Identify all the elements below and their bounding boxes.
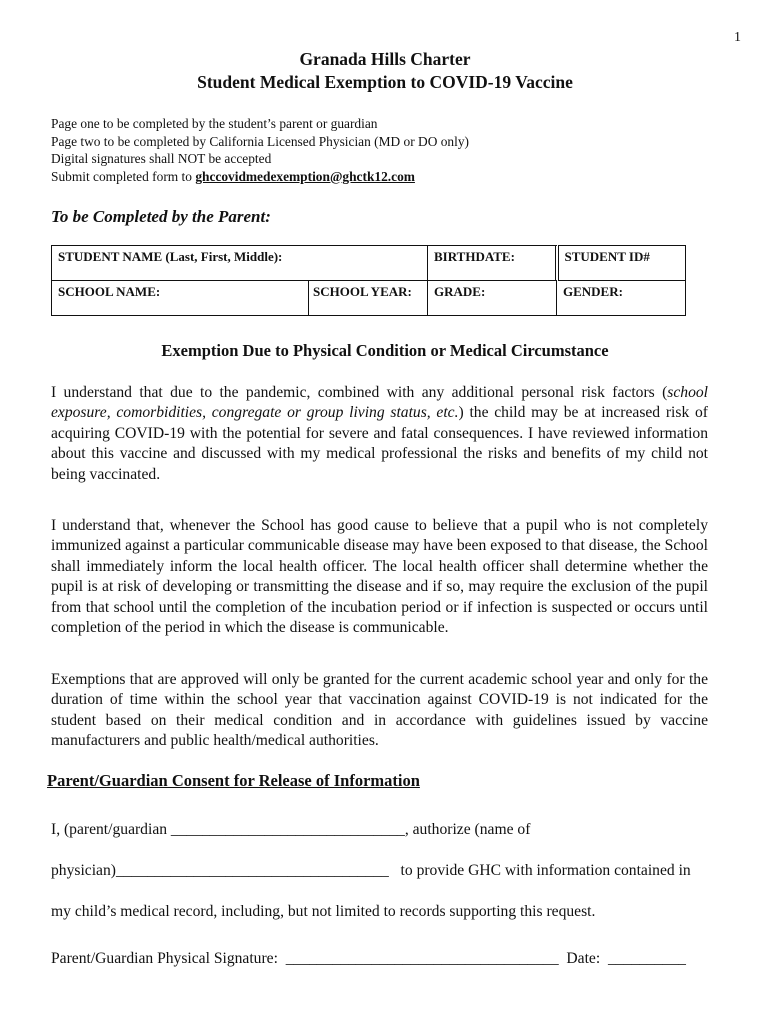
student-id-field[interactable]: STUDENT ID# — [557, 246, 686, 281]
student-name-field[interactable]: STUDENT NAME (Last, First, Middle): — [52, 246, 428, 281]
birthdate-field[interactable]: BIRTHDATE: — [428, 246, 557, 281]
p1-italic-text: school exposure, comorbidities, congregate or group living status, etc. — [51, 384, 708, 422]
submission-email-link[interactable]: ghccovidmedexemption@ghctk12.com — [195, 168, 415, 184]
instruction-line-3: Digital signatures shall NOT be accepted — [51, 151, 272, 166]
student-info-table — [51, 245, 686, 316]
exemption-heading: Exemption Due to Physical Condition or Medical Circumstance — [161, 341, 609, 360]
exemption-paragraph-1 — [51, 383, 708, 485]
form-title: Student Medical Exemption to COVID-19 Vaccine — [197, 72, 573, 92]
gender-field[interactable]: GENDER: — [557, 281, 686, 316]
p1-text-start: I understand that due to the pandemic, combined with any additional personal risk factors ( — [51, 384, 668, 401]
grade-field[interactable]: GRADE: — [428, 281, 557, 316]
consent-statement-line: my child’s medical record, including, but not limited to records supporting this request. — [51, 903, 596, 920]
consent-guardian-name-line[interactable]: I, (parent/guardian ______________________________, authorize (name of — [51, 821, 531, 838]
instructions — [51, 115, 469, 185]
exemption-paragraph-3: Exemptions that are approved will only be granted for the current academic school year and only for the duration of time within the school year that vaccination against COVID-19 is not indicated for the student based on their medical condition and in accordance with guidelines issued by vaccine manufacturers and public health/medical authorities. — [51, 671, 708, 750]
page-number: 1 — [734, 30, 741, 45]
school-title: Granada Hills Charter — [299, 49, 471, 69]
signature-date-line[interactable]: Parent/Guardian Physical Signature: ___________________________________ Date: __________ — [51, 950, 686, 967]
school-year-field[interactable]: SCHOOL YEAR: — [309, 281, 428, 316]
school-name-field[interactable]: SCHOOL NAME: — [52, 281, 309, 316]
consent-heading: Parent/Guardian Consent for Release of Information — [47, 771, 420, 790]
instruction-line-1: Page one to be completed by the student’s parent or guardian — [51, 116, 378, 131]
instruction-line-2: Page two to be completed by California Licensed Physician (MD or DO only) — [51, 133, 469, 149]
submit-prefix: Submit completed form to — [51, 168, 196, 184]
p1-text-end: ) the child may be at increased risk of acquiring COVID-19 with the potential for severe and fatal consequences. I have reviewed information about this vaccine and discussed with my medical professional the risks and benefits of my child not being vaccinated. — [51, 404, 708, 483]
parent-section-heading: To be Completed by the Parent: — [51, 207, 271, 226]
exemption-paragraph-2: I understand that, whenever the School has good cause to believe that a pupil who is not completely immunized against a particular communicable disease may have been exposed to that disease, the School shall immediately inform the local health officer. The local health officer shall determine whether the pupil is at risk of developing or transmitting the disease and if so, may require the exclusion of the pupil from that school until the completion of the incubation period or if infection is suspected or occurs until completion of the period in which the disease is communicable. — [51, 517, 708, 637]
consent-physician-name-line[interactable]: physician)___________________________________ to provide GHC with information contained in — [51, 862, 691, 879]
instruction-line-4 — [51, 168, 469, 186]
